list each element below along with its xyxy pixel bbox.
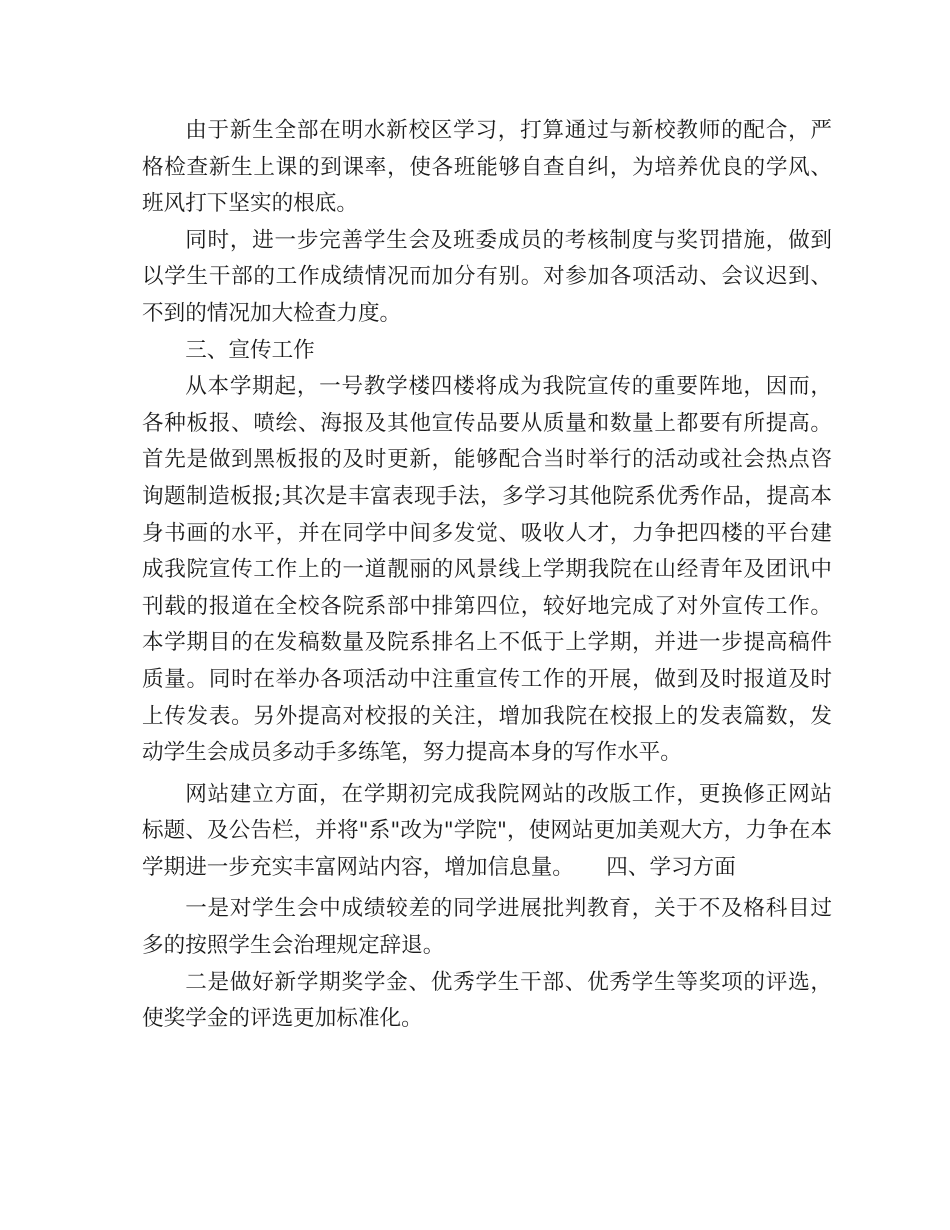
paragraph-study-1: 一是对学生会中成绩较差的同学进展批判教育，关于不及格科目过多的按照学生会治理规定辞退。: [142, 896, 832, 959]
document-body: [142, 113, 832, 1038]
paragraph-study-2: 二是做好新学期奖学金、优秀学生干部、优秀学生等奖项的评选，使奖学金的评选更加标准化。: [142, 969, 832, 1032]
section-heading-publicity: 三、宣传工作: [185, 337, 315, 363]
paragraph-publicity: 从本学期起，一号教学楼四楼将成为我院宣传的重要阵地，因而，各种板报、喷绘、海报及其他宣传品要从质量和数量上都要有所提高。首先是做到黑板报的及时更新，能够配合当时举行的活动或社会热点咨询题制造板报;其次是丰富表现手法，多学习其他院系优秀作品，提高本身书画的水平，并在同学中间多发觉、吸收人才，力争把四楼的平台建成我院宣传工作上的一道靓丽的风景线上学期我院在山经青年及团讯中刊载的报道在全校各院系部中排第四位，较好地完成了对外宣传工作。本学期目的在发稿数量及院系排名上不低于上学期，并进一步提高稿件质量。同时在举办各项活动中注重宣传工作的开展，做到及时报道及时上传发表。另外提高对校报的关注，增加我院在校报上的发表篇数，发动学生会成员多动手多练笔，努力提高本身的写作水平。: [142, 374, 832, 766]
paragraph-attendance: 由于新生全部在明水新校区学习，打算通过与新校教师的配合，严格检查新生上课的到课率，使各班能够自查自纠，为培养优良的学风、班风打下坚实的根底。: [142, 118, 832, 217]
paragraph-assessment: 同时，进一步完善学生会及班委成员的考核制度与奖罚措施，做到以学生干部的工作成绩情况而加分有别。对参加各项活动、会议迟到、不到的情况加大检查力度。: [142, 227, 832, 326]
paragraph-website: 网站建立方面，在学期初完成我院网站的改版工作，更换修正网站标题、及公告栏，并将"系"改为"学院"，使网站更加美观大方，力争在本学期进一步充实丰富网站内容，增加信息量。 四、学习方面: [142, 781, 832, 880]
